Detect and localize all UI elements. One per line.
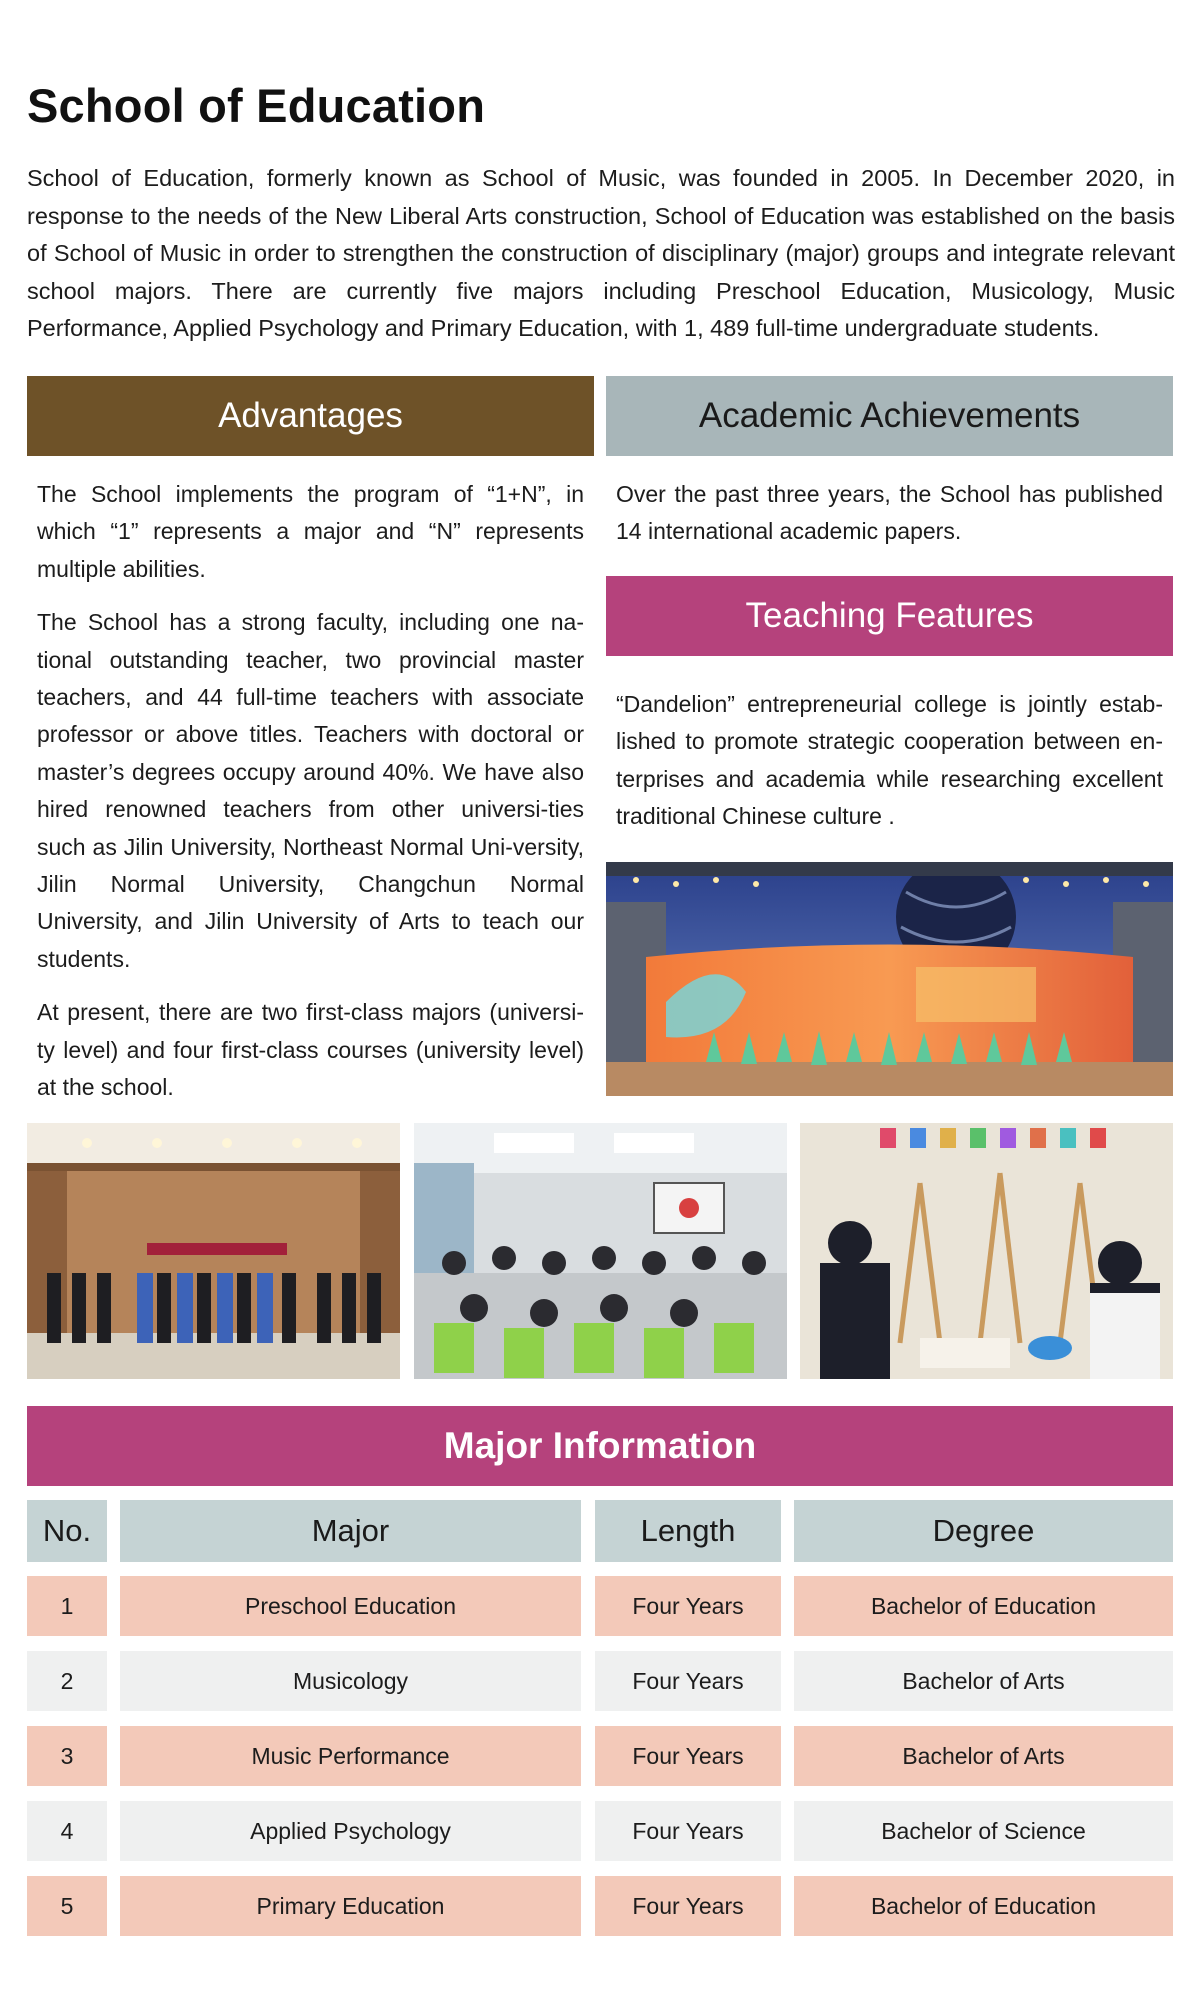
column-header-major: Major xyxy=(120,1500,581,1562)
cell-length: Four Years xyxy=(595,1726,781,1786)
cell-length: Four Years xyxy=(595,1651,781,1711)
painting-class-photo xyxy=(800,1123,1173,1379)
cell-no: 1 xyxy=(27,1576,107,1636)
advantages-paragraph-1: The School implements the program of “1+N”, in which “1” represents a major and “N” represents multiple abilities. xyxy=(37,481,584,582)
advantages-text xyxy=(37,476,584,1107)
cell-length: Four Years xyxy=(595,1876,781,1936)
cell-degree: Bachelor of Arts xyxy=(794,1726,1173,1786)
cell-no: 2 xyxy=(27,1651,107,1711)
cell-major: Musicology xyxy=(120,1651,581,1711)
advantages-heading: Advantages xyxy=(27,376,594,456)
cell-major: Music Performance xyxy=(120,1726,581,1786)
cell-degree: Bachelor of Education xyxy=(794,1876,1173,1936)
cell-major: Primary Education xyxy=(120,1876,581,1936)
cell-degree: Bachelor of Science xyxy=(794,1801,1173,1861)
cell-major: Applied Psychology xyxy=(120,1801,581,1861)
cell-degree: Bachelor of Education xyxy=(794,1576,1173,1636)
cell-no: 4 xyxy=(27,1801,107,1861)
cell-major: Preschool Education xyxy=(120,1576,581,1636)
column-header-no: No. xyxy=(27,1500,107,1562)
teaching-features-text: “Dandelion” entrepreneurial college is jointly estab-lished to promote strategic cooperation between en-terprises and academia while researching excellent traditional Chinese culture . xyxy=(616,691,1163,830)
cell-degree: Bachelor of Arts xyxy=(794,1651,1173,1711)
choir-performance-photo xyxy=(27,1123,400,1379)
column-header-length: Length xyxy=(595,1500,781,1562)
cell-no: 5 xyxy=(27,1876,107,1936)
stage-performance-photo xyxy=(606,862,1173,1096)
major-information-heading: Major Information xyxy=(27,1406,1173,1486)
advantages-paragraph-2: The School has a strong faculty, including one na-tional outstanding teacher, two provincial master teachers, and 44 full-time teachers with associate professor or above titles. Teachers with doctoral or master’s degrees occupy around 40%. We have also hired renowned teachers from other universi-ties such as Jilin University, Northeast Normal Uni-versity, Jilin Normal University, Changchun Normal University, and Jilin University of Arts to teach our students. xyxy=(37,609,584,972)
intro-paragraph: School of Education, formerly known as School of Music, was founded in 2005. In December 2020, in response to the needs of the New Liberal Arts construction, School of Education was established on the basis of School of Music in order to strengthen the construction of disciplinary (major) groups and integrate relevant school majors. There are currently five majors including Preschool Education, Musicology, Music Performance, Applied Psychology and Primary Education, with 1, 489 full-time undergraduate students. xyxy=(27,165,1175,341)
cell-length: Four Years xyxy=(595,1801,781,1861)
academic-achievements-heading: Academic Achievements xyxy=(606,376,1173,456)
cell-no: 3 xyxy=(27,1726,107,1786)
advantages-paragraph-3: At present, there are two first-class majors (universi-ty level) and four first-class courses (university level) at the school. xyxy=(37,999,584,1101)
academic-achievements-text: Over the past three years, the School has published 14 international academic papers. xyxy=(616,481,1163,545)
classroom-photo xyxy=(414,1123,787,1379)
column-header-degree: Degree xyxy=(794,1500,1173,1562)
page-title: School of Education xyxy=(27,79,486,132)
teaching-features-heading: Teaching Features xyxy=(606,576,1173,656)
cell-length: Four Years xyxy=(595,1576,781,1636)
